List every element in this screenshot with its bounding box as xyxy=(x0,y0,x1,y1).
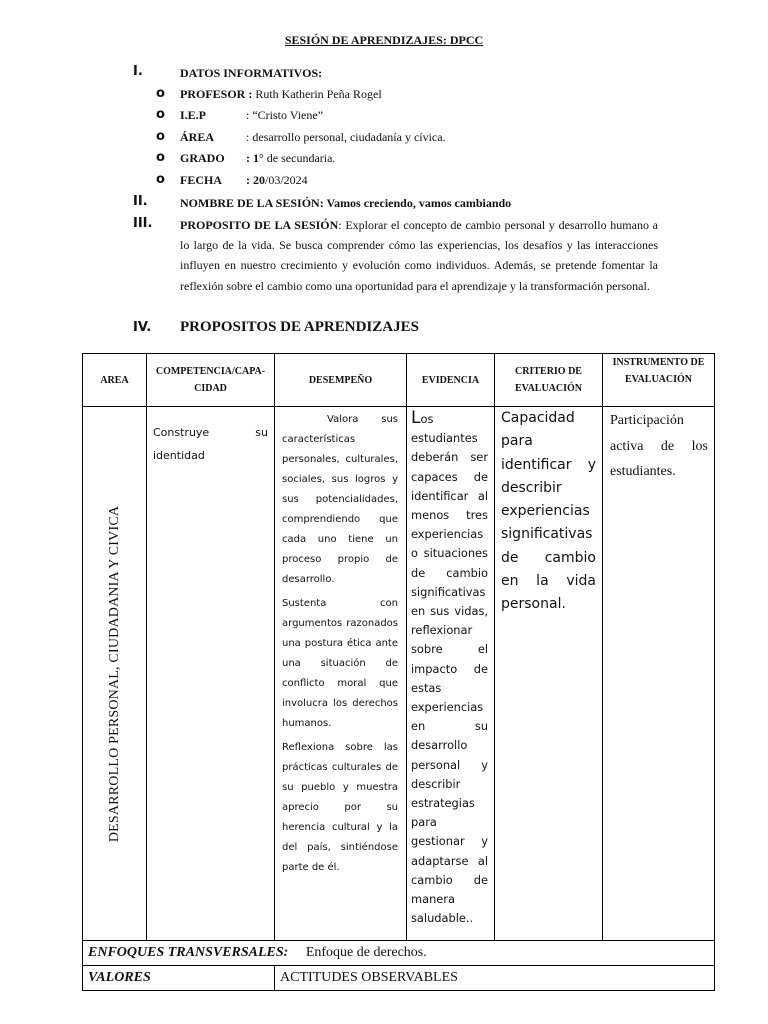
desempeno-cell xyxy=(275,407,407,941)
bullet-icon: o xyxy=(156,86,165,101)
header-criterio: CRITERIO DE EVALUACIÓN xyxy=(495,354,603,407)
learning-table xyxy=(82,353,715,991)
section-4-title: PROPOSITOS DE APRENDIZAJES xyxy=(180,319,419,335)
header-area: AREA xyxy=(83,354,147,407)
enfoques-cell xyxy=(83,941,715,966)
evidencia-rest: os estudiantes deberán ser capaces de identificar al menos tres experiencias o situaciones de cambio significativas en sus vidas, reflexionar sobre el impacto de estas experiencias en su desarrollo personal y describir estrategias para gestionar y adaptarse al cambio de manera saludable.. xyxy=(411,412,488,926)
session-purpose xyxy=(180,215,658,296)
bullet-icon: o xyxy=(156,129,165,144)
valores-row xyxy=(83,966,715,991)
section-1-title: DATOS INFORMATIVOS: xyxy=(180,66,323,80)
header-instrumento: INSTRUMENTO DE EVALUACIÓN xyxy=(603,354,715,407)
section-2-number: II. xyxy=(133,194,148,209)
profesor-label: PROFESOR : xyxy=(180,87,253,101)
section-3-number: III. xyxy=(133,216,153,231)
table-content-row xyxy=(83,407,715,941)
info-iep xyxy=(180,108,323,123)
purpose-label: PROPOSITO DE LA SESIÓN xyxy=(180,218,339,232)
valores-cell xyxy=(83,966,275,991)
iep-label: I.E.P xyxy=(180,108,207,122)
desempeno-item: Valora sus características personales, culturales, sociales, sus logros y sus potencialidades, comprendiendo que cada uno tiene un proceso propio de desarrollo. xyxy=(282,414,398,585)
grado-value-bold: : 1 xyxy=(246,151,259,165)
grado-value: ° de secundaria. xyxy=(259,151,336,165)
competencia-line-1: Construye su xyxy=(153,426,268,439)
bullet-icon: o xyxy=(156,150,165,165)
bullet-icon: o xyxy=(156,107,165,122)
actitudes-cell xyxy=(275,966,715,991)
enfoques-value: Enfoque de derechos. xyxy=(305,945,427,960)
desempeno-item: Reflexiona sobre las prácticas culturales de su pueblo y muestra aprecio por su herencia cultural y la del país, sintiéndose parte de él. xyxy=(282,742,398,873)
bullet-icon: o xyxy=(156,172,165,187)
criterio-text: Capacidad para identificar y describir experiencias significativas de cambio en la vida personal. xyxy=(501,410,596,613)
grado-label: GRADO xyxy=(180,151,225,165)
fecha-value-bold: : 20 xyxy=(246,173,265,187)
area-value: : desarrollo personal, ciudadanía y cívica. xyxy=(246,130,446,144)
section-4-number: IV. xyxy=(133,320,152,335)
header-competencia: COMPETENCIA/CAPA-CIDAD xyxy=(147,354,275,407)
criterio-cell xyxy=(495,407,603,941)
purpose-text: : Explorar el concepto de cambio personal y desarrollo humano a lo largo de la vida. Se busca comprender cómo las experiencias, los desafíos y las interacciones influyen en nuestro crecimiento y evolución como individuos. Además, se pretende fomentar la reflexión sobre el cambio como una oportunidad para el aprendizaje y la transformación personal. xyxy=(180,218,658,293)
desempeno-item: Sustenta con argumentos razonados una postura ética ante una situación de conflicto moral que involucra los derechos humanos. xyxy=(282,598,398,729)
header-evidencia: EVIDENCIA xyxy=(407,354,495,407)
info-grado xyxy=(180,151,335,166)
session-name-label: NOMBRE DE LA SESIÓN: xyxy=(180,196,324,210)
header-desempeno: DESEMPEÑO xyxy=(275,354,407,407)
info-profesor xyxy=(180,87,382,102)
area-cell xyxy=(83,407,147,941)
info-fecha xyxy=(180,173,308,188)
fecha-label: FECHA xyxy=(180,173,222,187)
session-name-value: Vamos creciendo, vamos cambiando xyxy=(326,196,512,210)
profesor-value: Ruth Katherin Peña Rogel xyxy=(252,87,382,101)
actitudes-label: ACTITUDES OBSERVABLES xyxy=(280,970,458,985)
valores-label: VALORES xyxy=(88,970,151,985)
page-title: SESIÓN DE APRENDIZAJES: DPCC xyxy=(284,33,484,47)
table-header-row xyxy=(83,354,715,407)
instrumento-text: Participación activa de los estudiantes. xyxy=(610,413,708,479)
section-1-number: I. xyxy=(133,64,143,79)
area-label: ÁREA xyxy=(180,130,215,144)
instrumento-cell xyxy=(603,407,715,941)
info-area xyxy=(180,130,446,145)
competencia-cell xyxy=(147,407,275,941)
fecha-value: /03/2024 xyxy=(265,173,308,187)
enfoques-label: ENFOQUES TRANSVERSALES: xyxy=(88,945,289,960)
evidencia-text xyxy=(407,407,494,928)
enfoques-row xyxy=(83,941,715,966)
area-vertical-label: DESARROLLO PERSONAL, CIUDADANIA Y CIVICA xyxy=(106,505,122,842)
iep-value: : “Cristo Viene” xyxy=(246,108,324,122)
evidencia-cell xyxy=(407,407,495,941)
session-name xyxy=(180,196,511,211)
evidencia-initial: L xyxy=(411,408,421,428)
competencia-line-2: identidad xyxy=(153,449,205,462)
